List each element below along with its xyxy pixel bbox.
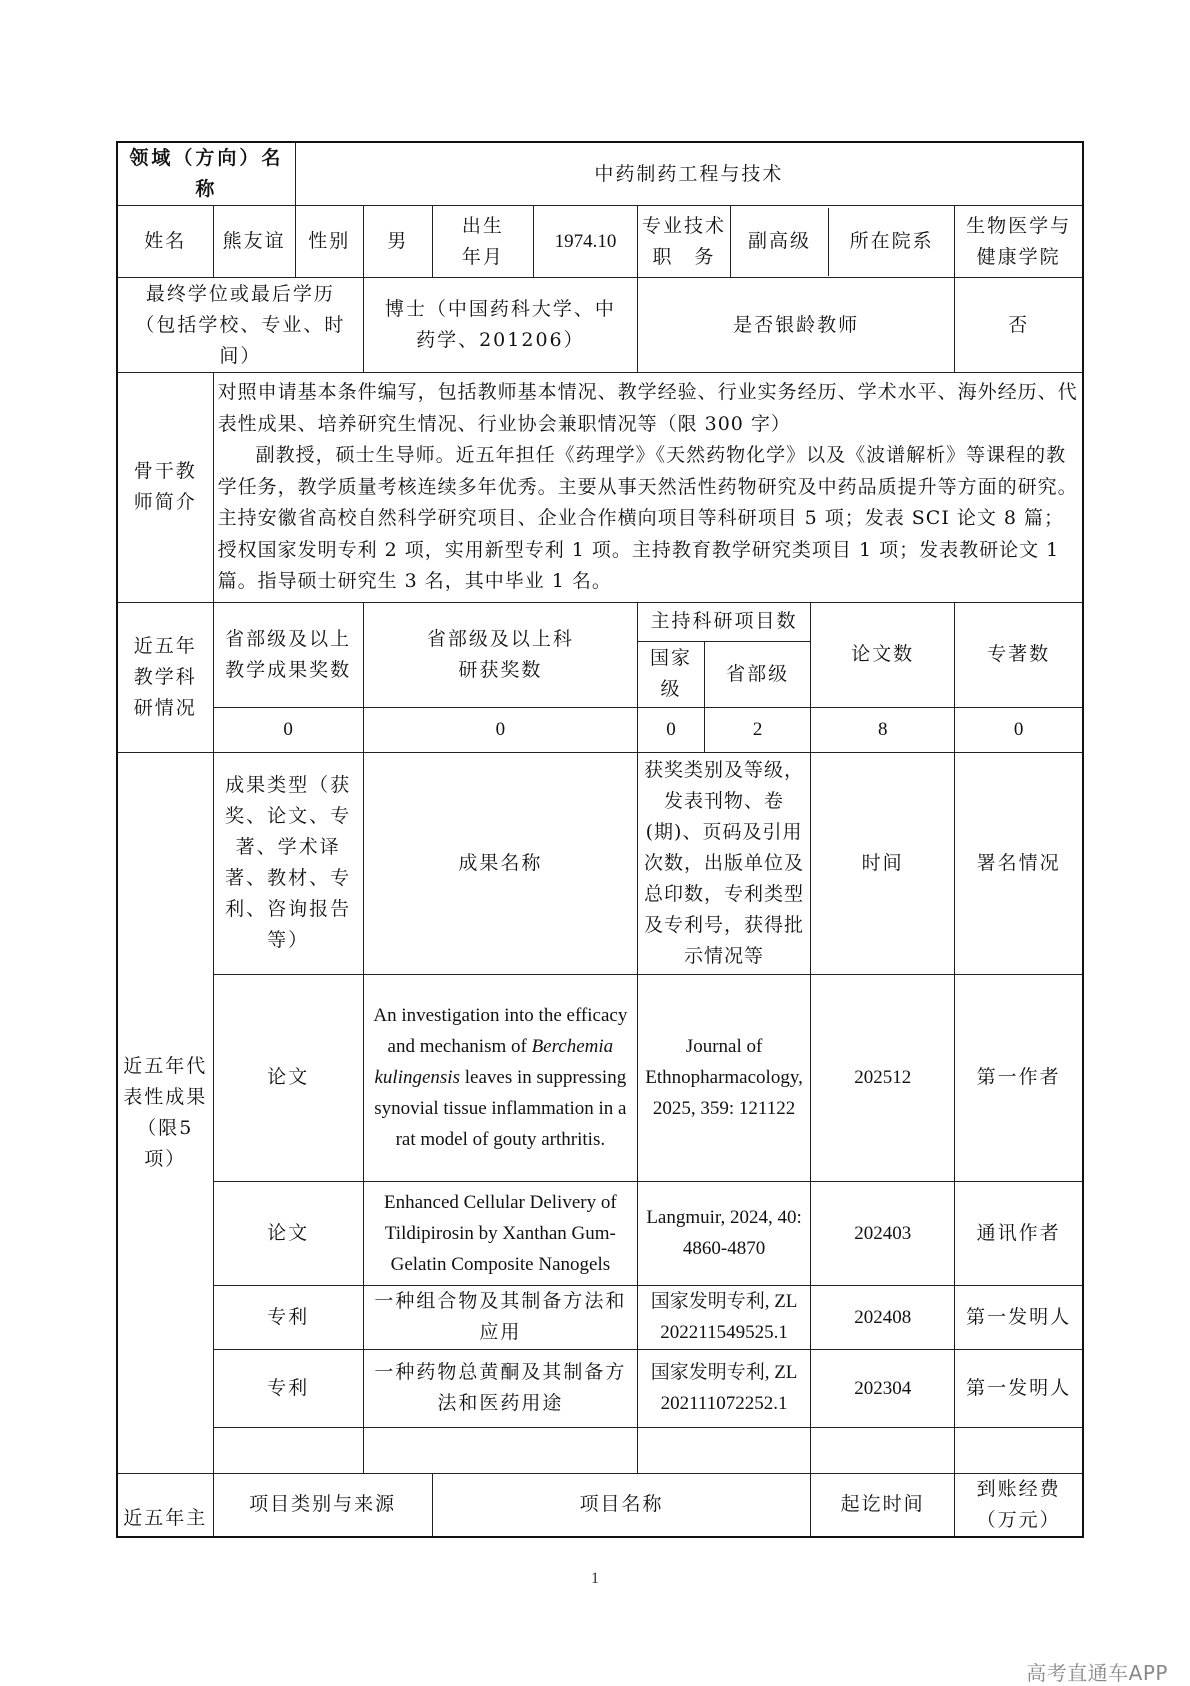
name-label: 姓名 bbox=[117, 206, 213, 278]
stats-values-row bbox=[117, 707, 1083, 752]
field-label: 领域（方向）名称 bbox=[117, 142, 295, 206]
result-row bbox=[117, 1349, 1083, 1427]
result-time: 202403 bbox=[811, 1181, 955, 1285]
title-label: 专业技术职 务 bbox=[637, 206, 730, 278]
projects-header-row bbox=[117, 1473, 1083, 1537]
result-author: 通讯作者 bbox=[955, 1181, 1083, 1285]
title-college-inner bbox=[731, 208, 954, 276]
result-detail-empty bbox=[637, 1427, 810, 1473]
application-form bbox=[116, 141, 1084, 1538]
projects-category-header: 项目类别与来源 bbox=[213, 1473, 432, 1537]
result-time: 202512 bbox=[811, 974, 955, 1181]
stats-label: 近五年教学科研情况 bbox=[117, 602, 213, 752]
results-detail-header: 获奖类别及等级，发表刊物、卷(期)、页码及引用次数，出版单位及总印数，专利类型及专利号，获得批示情况等 bbox=[637, 752, 810, 974]
field-value: 中药制药工程与技术 bbox=[295, 142, 1083, 206]
result-type: 专利 bbox=[213, 1285, 363, 1349]
result-time: 202408 bbox=[811, 1285, 955, 1349]
result-time-empty bbox=[811, 1427, 955, 1473]
degree-value: 博士（中国药科大学、中药学、201206） bbox=[363, 278, 637, 373]
birth-value: 1974.10 bbox=[533, 206, 637, 278]
projects-name-header: 项目名称 bbox=[432, 1473, 810, 1537]
results-header-row bbox=[117, 752, 1083, 974]
college-value: 生物医学与健康学院 bbox=[955, 206, 1083, 278]
teacher-profile-table bbox=[116, 141, 1084, 1538]
result-row bbox=[117, 1285, 1083, 1349]
result-name: 一种组合物及其制备方法和应用 bbox=[363, 1285, 637, 1349]
intro-content bbox=[213, 373, 1083, 603]
result-row bbox=[117, 1181, 1083, 1285]
result-name-part: An investigation into the efficacy and mechanism of bbox=[373, 1005, 628, 1057]
result-detail: Langmuir, 2024, 40: 4860-4870 bbox=[637, 1181, 810, 1285]
stats-papers-header: 论文数 bbox=[811, 602, 955, 707]
result-name-part: leaves in suppressing synovial tissue inflammation in a rat model of gouty arthritis. bbox=[374, 1067, 627, 1150]
title-value-cell bbox=[731, 206, 955, 278]
stats-provincial-value: 2 bbox=[705, 707, 811, 752]
silver-label: 是否银龄教师 bbox=[637, 278, 954, 373]
result-type-empty bbox=[213, 1427, 363, 1473]
result-author: 第一作者 bbox=[955, 974, 1083, 1181]
result-type: 论文 bbox=[213, 974, 363, 1181]
results-time-header: 时间 bbox=[811, 752, 955, 974]
result-name: Enhanced Cellular Delivery of Tildipirosin by Xanthan Gum-Gelatin Composite Nanogels bbox=[363, 1181, 637, 1285]
intro-label: 骨干教师简介 bbox=[117, 373, 213, 603]
degree-label: 最终学位或最后学历（包括学校、专业、时间） bbox=[117, 278, 363, 373]
result-detail: Journal of Ethnopharmacology, 2025, 359: 121122 bbox=[637, 974, 810, 1181]
title-value: 副高级 bbox=[731, 208, 829, 276]
results-name-header: 成果名称 bbox=[363, 752, 637, 974]
stats-books-value: 0 bbox=[955, 707, 1083, 752]
stats-papers-value: 8 bbox=[811, 707, 955, 752]
result-author-empty bbox=[955, 1427, 1083, 1473]
name-value: 熊友谊 bbox=[213, 206, 295, 278]
stats-teach-award-header: 省部级及以上教学成果奖数 bbox=[213, 602, 363, 707]
stats-projects-header: 主持科研项目数 bbox=[637, 602, 810, 641]
result-detail: 国家发明专利, ZL 202211549525.1 bbox=[637, 1285, 810, 1349]
results-type-header: 成果类型（获奖、论文、专著、学术译著、教材、专利、咨询报告等） bbox=[213, 752, 363, 974]
projects-period-header: 起讫时间 bbox=[811, 1473, 955, 1537]
stats-national-header: 国家级 bbox=[637, 641, 704, 707]
result-name bbox=[363, 974, 637, 1181]
stats-national-value: 0 bbox=[637, 707, 704, 752]
stats-provincial-header: 省部级 bbox=[705, 641, 811, 707]
result-author: 第一发明人 bbox=[955, 1349, 1083, 1427]
results-label: 近五年代表性成果（限5项） bbox=[117, 752, 213, 1473]
birth-label: 出生年月 bbox=[432, 206, 533, 278]
result-row-empty bbox=[117, 1427, 1083, 1473]
result-name-species: Berchemia kulingensis bbox=[374, 1036, 614, 1088]
stats-teach-award-value: 0 bbox=[213, 707, 363, 752]
result-detail: 国家发明专利, ZL 202111072252.1 bbox=[637, 1349, 810, 1427]
college-label: 所在院系 bbox=[849, 230, 934, 252]
result-author: 第一发明人 bbox=[955, 1285, 1083, 1349]
gender-label: 性别 bbox=[295, 206, 363, 278]
silver-value: 否 bbox=[955, 278, 1083, 373]
result-row bbox=[117, 974, 1083, 1181]
stats-books-header: 专著数 bbox=[955, 602, 1083, 707]
watermark: 高考直通车APP bbox=[1026, 1661, 1168, 1685]
intro-body: 副教授，硕士生导师。近五年担任《药理学》《天然药物化学》以及《波谱解析》等课程的教学任务，教学质量考核连续多年优秀。主要从事天然活性药物研究及中药品质提升等方面的研究。主持安徽省高校自然科学研究项目、企业合作横向项目等科研项目 5 项；发表 SCI 论文 8 篇；授权国家发明专利 2 项，实用新型专利 1 项。主持教育教学研究类项目 1 项；发表教研论文 1 篇。指导硕士研究生 3 名，其中毕业 1 名。 bbox=[217, 444, 1078, 592]
result-name-empty bbox=[363, 1427, 637, 1473]
result-time: 202304 bbox=[811, 1349, 955, 1427]
result-type: 专利 bbox=[213, 1349, 363, 1427]
intro-instruction: 对照申请基本条件编写，包括教师基本情况、教学经验、行业实务经历、学术水平、海外经历、代表性成果、培养研究生情况、行业协会兼职情况等（限 300 字） bbox=[217, 381, 1078, 435]
results-author-header: 署名情况 bbox=[955, 752, 1083, 974]
person-row bbox=[117, 206, 1083, 278]
result-type: 论文 bbox=[213, 1181, 363, 1285]
page-number: 1 bbox=[591, 1570, 599, 1587]
projects-funding-header: 到账经费（万元） bbox=[955, 1473, 1083, 1537]
intro-row bbox=[117, 373, 1083, 603]
gender-value: 男 bbox=[363, 206, 432, 278]
stats-header-row-1 bbox=[117, 602, 1083, 641]
stats-research-award-value: 0 bbox=[363, 707, 637, 752]
stats-research-award-header: 省部级及以上科研获奖数 bbox=[363, 602, 637, 707]
field-row bbox=[117, 142, 1083, 206]
projects-label: 近五年主 bbox=[117, 1473, 213, 1537]
degree-row bbox=[117, 278, 1083, 373]
result-name: 一种药物总黄酮及其制备方法和医药用途 bbox=[363, 1349, 637, 1427]
